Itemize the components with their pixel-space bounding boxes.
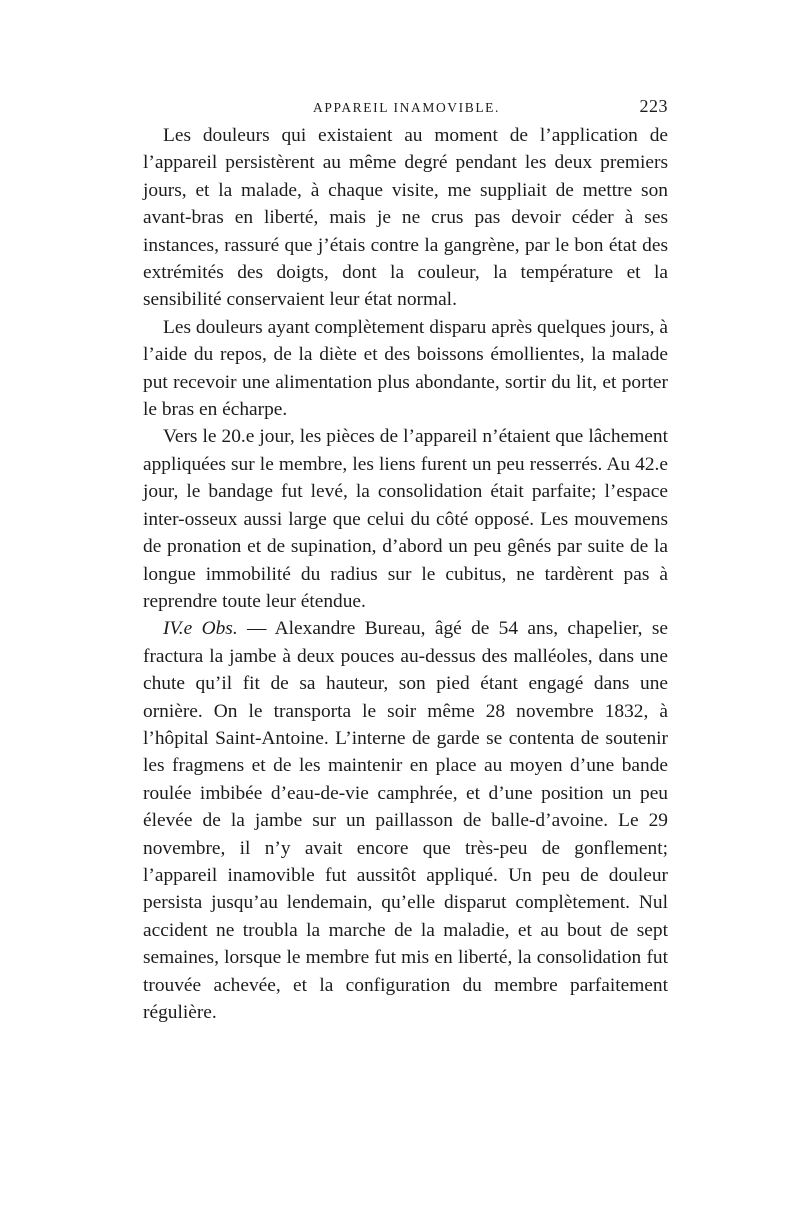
page-number: 223 <box>639 96 668 116</box>
book-page <box>143 96 668 1026</box>
paragraph-observation-four <box>143 615 668 1026</box>
observation-text: — Alexandre Bureau, âgé de 54 ans, chapelier, se fractura la jambe à deux pouces au-dessus des malléoles, dans une chute qu’il fit de sa hauteur, son pied étant engagé dans une ornière. On le transporta le soir même 28 novembre 1832, à l’hôpital Saint-Antoine. L’interne de garde se contenta de soutenir les fragmens et de les maintenir en place au moyen d’une bande roulée imbibée d’eau-de-vie camphrée, et d’une position un peu élevée de la jambe sur un paillasson de balle-d’avoine. Le 29 novembre, il n’y avait encore que très-peu de gonflement; l’appareil inamovible fut aussitôt appliqué. Un peu de douleur persista jusqu’au lendemain, qu’elle disparut complètement. Nul accident ne troubla la marche de la maladie, et au bout de sept semaines, lorsque le membre fut mis en liberté, la consolidation fut trouvée achevée, et la configuration du membre parfaitement régulière. <box>143 618 668 1023</box>
observation-label: IV.e Obs. <box>163 618 238 640</box>
paragraph-pain-persistence: Les douleurs qui existaient au moment de l’application de l’appareil persistèrent au même degré pendant les deux premiers jours, et la malade, à chaque visite, me suppliait de mettre son avant-bras en liberté, mais je ne crus pas devoir céder à ses instances, rassuré que j’étais contre la gangrène, par le bon état des extrémités des doigts, dont la couleur, la température et la sensibilité conservaient leur état normal. <box>143 125 668 311</box>
paragraph-pain-resolution: Les douleurs ayant complètement disparu après quelques jours, à l’aide du repos, de la diète et des boissons émollientes, la malade put recevoir une alimentation plus abondante, sortir du lit, et porter le bras en écharpe. <box>143 316 668 421</box>
paragraph-consolidation: Vers le 20.e jour, les pièces de l’appareil n’étaient que lâchement appliquées sur le membre, les liens furent un peu resserrés. Au 42.e jour, le bandage fut levé, la consolidation était parfaite; l’espace inter-osseux aussi large que celui du côté opposé. Les mouvemens de pronation et de supination, d’abord un peu gênés par suite de la longue immobilité du radius sur le cubitus, ne tardèrent pas à reprendre toute leur étendue. <box>143 426 668 612</box>
running-head <box>143 96 668 122</box>
running-title: APPAREIL INAMOVIBLE. <box>313 100 501 115</box>
